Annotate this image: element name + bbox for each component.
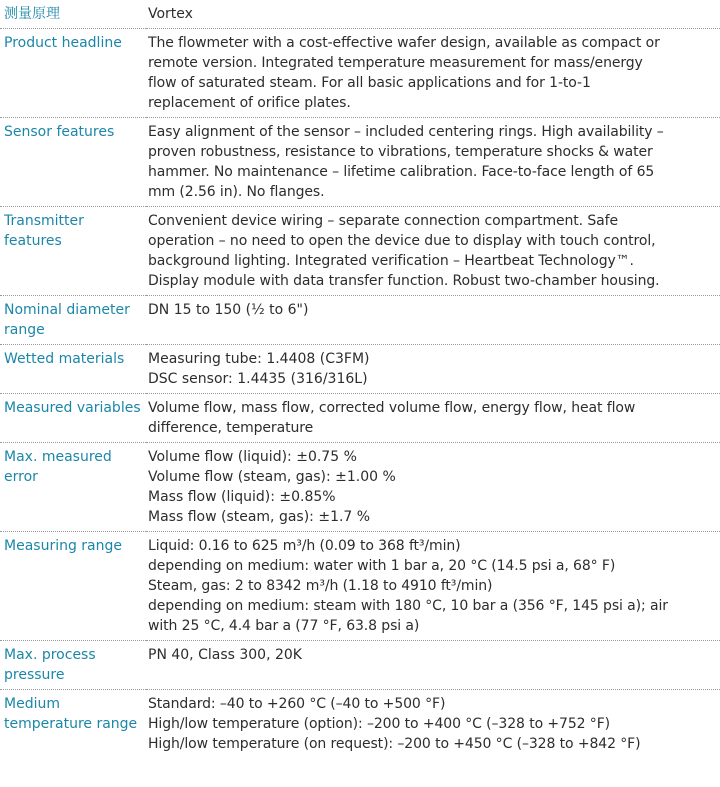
spec-value-line: background lighting. Integrated verification – Heartbeat Technology™. — [148, 253, 634, 269]
spec-value-line: Steam, gas: 2 to 8342 m³/h (1.18 to 4910 ft³/min) — [148, 578, 493, 594]
spec-value — [146, 532, 720, 641]
spec-value-line: Mass flow (steam, gas): ±1.7 % — [148, 509, 371, 525]
spec-value-line: depending on medium: steam with 180 °C, 10 bar a (356 °F, 145 psi a); air — [148, 598, 668, 614]
spec-value-line: The flowmeter with a cost-effective wafer design, available as compact or — [148, 35, 660, 51]
spec-value-line: hammer. No maintenance – lifetime calibration. Face-to-face length of 65 — [148, 164, 655, 180]
spec-value-line: with 25 °C, 4.4 bar a (77 °F, 63.8 psi a) — [148, 618, 420, 634]
spec-value-line: High/low temperature (option): –200 to +400 °C (–328 to +752 °F) — [148, 716, 611, 732]
spec-value-line: difference, temperature — [148, 420, 314, 436]
spec-row-wetted-materials — [0, 345, 720, 394]
spec-label: 测量原理 — [0, 0, 146, 29]
spec-row-measuring-range — [0, 532, 720, 641]
spec-value-line: remote version. Integrated temperature measurement for mass/energy — [148, 55, 643, 71]
spec-value-line: Volume flow (liquid): ±0.75 % — [148, 449, 357, 465]
spec-value-line: depending on medium: water with 1 bar a, 20 °C (14.5 psi a, 68° F) — [148, 558, 616, 574]
spec-label: Max. measured error — [0, 443, 146, 532]
spec-value-line: DN 15 to 150 (½ to 6") — [148, 302, 309, 318]
spec-value-line: PN 40, Class 300, 20K — [148, 647, 302, 663]
spec-row-nominal-diameter-range — [0, 296, 720, 345]
spec-label: Medium temperature range — [4, 696, 138, 732]
spec-value — [146, 0, 720, 29]
spec-value-line: Easy alignment of the sensor – included centering rings. High availability – — [148, 124, 664, 140]
spec-value-line: Convenient device wiring – separate connection compartment. Safe — [148, 213, 618, 229]
spec-value-line: proven robustness, resistance to vibrations, temperature shocks & water — [148, 144, 653, 160]
spec-label: Sensor features — [0, 118, 146, 207]
spec-value — [146, 345, 720, 394]
spec-row-sensor-features — [0, 118, 720, 207]
spec-value-line: High/low temperature (on request): –200 to +450 °C (–328 to +842 °F) — [148, 736, 641, 752]
spec-value-line: Mass flow (liquid): ±0.85% — [148, 489, 336, 505]
spec-value — [146, 296, 720, 345]
spec-row-product-headline — [0, 29, 720, 118]
spec-value — [146, 443, 720, 532]
spec-value-line: mm (2.56 in). No flanges. — [148, 184, 325, 200]
spec-row-medium-temperature-range — [0, 690, 720, 759]
spec-row-max-process-pressure — [0, 641, 720, 690]
spec-label: Measuring range — [0, 532, 146, 641]
spec-value — [146, 690, 720, 759]
spec-value — [146, 641, 720, 690]
spec-value-line: DSC sensor: 1.4435 (316/316L) — [148, 371, 368, 387]
spec-label: Measured variables — [0, 394, 146, 443]
spec-label: Transmitter features — [0, 207, 146, 296]
spec-value — [146, 118, 720, 207]
spec-row-transmitter-features — [0, 207, 720, 296]
spec-row-measured-variables — [0, 394, 720, 443]
spec-value — [146, 207, 720, 296]
spec-value-line: Liquid: 0.16 to 625 m³/h (0.09 to 368 ft³/min) — [148, 538, 461, 554]
spec-value-line: Standard: –40 to +260 °C (–40 to +500 °F) — [148, 696, 446, 712]
spec-label: Wetted materials — [0, 345, 146, 394]
spec-value-line: operation – no need to open the device due to display with touch control, — [148, 233, 656, 249]
spec-value — [146, 29, 720, 118]
spec-value-line: Vortex — [148, 6, 193, 22]
spec-value-line: Volume flow (steam, gas): ±1.00 % — [148, 469, 396, 485]
spec-label: Nominal diameter range — [0, 296, 146, 345]
spec-label: Max. process pressure — [0, 641, 146, 690]
spec-value-line: flow of saturated steam. For all basic applications and for 1-to-1 — [148, 75, 591, 91]
spec-row-measuring-principle — [0, 0, 720, 29]
spec-value-line: Measuring tube: 1.4408 (C3FM) — [148, 351, 370, 367]
spec-value-line: Volume flow, mass flow, corrected volume flow, energy flow, heat flow — [148, 400, 636, 416]
spec-label: Product headline — [0, 29, 146, 118]
spec-value-line: Display module with data transfer function. Robust two-chamber housing. — [148, 273, 660, 289]
spec-value-line: replacement of orifice plates. — [148, 95, 351, 111]
spec-value — [146, 394, 720, 443]
spec-row-max-measured-error — [0, 443, 720, 532]
